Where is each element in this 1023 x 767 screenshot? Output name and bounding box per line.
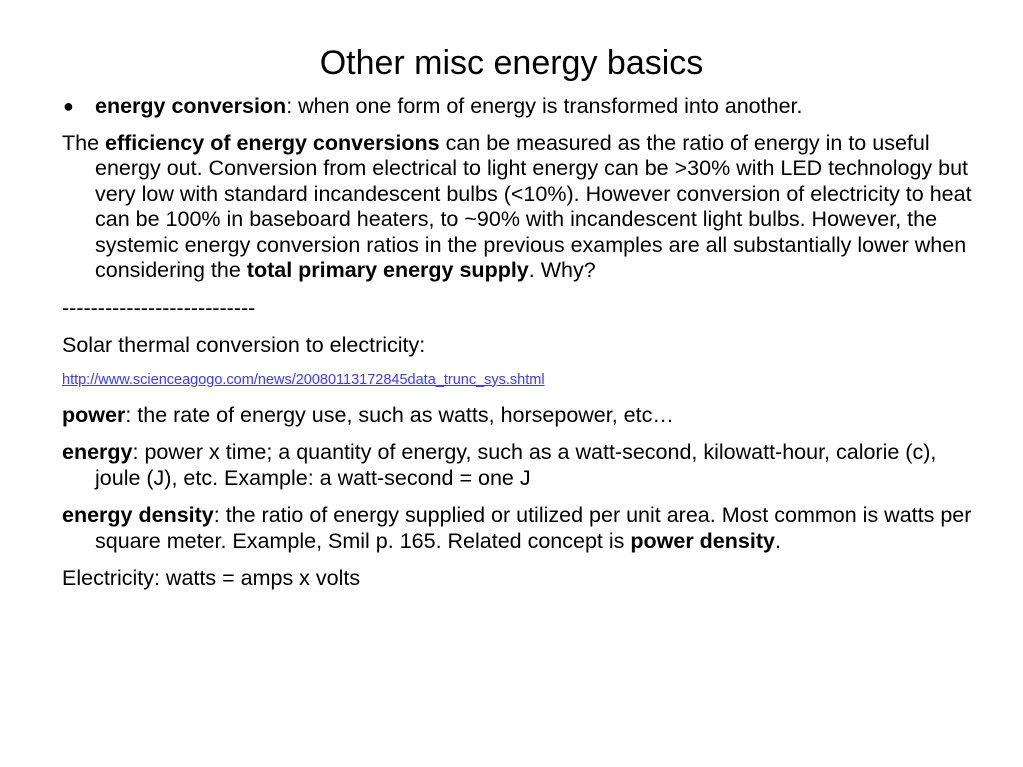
- slide-content: [62, 94, 977, 604]
- efficiency-intro: The: [62, 130, 106, 155]
- term-energy: energy: [62, 440, 133, 464]
- term-efficiency: efficiency of energy conversions: [105, 130, 440, 155]
- term-total-primary-energy-supply: total primary energy supply: [246, 258, 529, 282]
- paragraph-efficiency: [62, 131, 977, 284]
- term-power: power: [62, 402, 126, 427]
- definition-power: : the rate of energy use, such as watts, horsepower, etc…: [125, 402, 674, 427]
- term-energy-conversion: energy conversion: [95, 94, 287, 118]
- divider-line: ---------------------------: [62, 295, 256, 320]
- density-end: .: [774, 528, 781, 553]
- definition-energy-density: : the ratio of energy supplied or utilized per unit area. Most common is watts per square meter. Example, Smil p. 165. Related concept is: [95, 503, 972, 553]
- efficiency-end: . Why?: [528, 258, 596, 282]
- term-power-density: power density: [630, 528, 775, 553]
- bullet-energy-conversion: [62, 94, 977, 120]
- solar-thermal-heading: Solar thermal conversion to electricity:: [62, 333, 426, 357]
- bullet-dot-icon: ●: [63, 96, 74, 116]
- slide-title: Other misc energy basics: [319, 44, 704, 82]
- definition-energy: : power x time; a quantity of energy, such as a watt-second, kilowatt-hour, calorie (c), joule (J), etc. Example: a watt-second = one J: [95, 440, 937, 490]
- term-energy-density: energy density: [62, 503, 214, 527]
- definition-energy-conversion: : when one form of energy is transformed into another.: [286, 94, 803, 118]
- paragraph-energy: [62, 440, 977, 491]
- efficiency-text: can be measured as the ratio of energy in to useful energy out. Conversion from electrical to light energy can be >30% with LED technology but very low with standard incandescent bulbs (<10%). However conversion of electricity to heat can be 100% in baseboard heaters, to ~90% with incandescent light bulbs. However, the systemic energy conversion ratios in the previous examples are all substantially lower when considering the: [95, 130, 972, 282]
- link-paragraph: [62, 371, 977, 389]
- scienceagogo-link[interactable]: http://www.scienceagogo.com/news/20080113172845data_trunc_sys.shtml: [62, 371, 545, 388]
- paragraph-power: [62, 403, 977, 429]
- paragraph-electricity: Electricity: watts = amps x volts: [62, 566, 361, 590]
- paragraph-energy-density: [62, 503, 977, 554]
